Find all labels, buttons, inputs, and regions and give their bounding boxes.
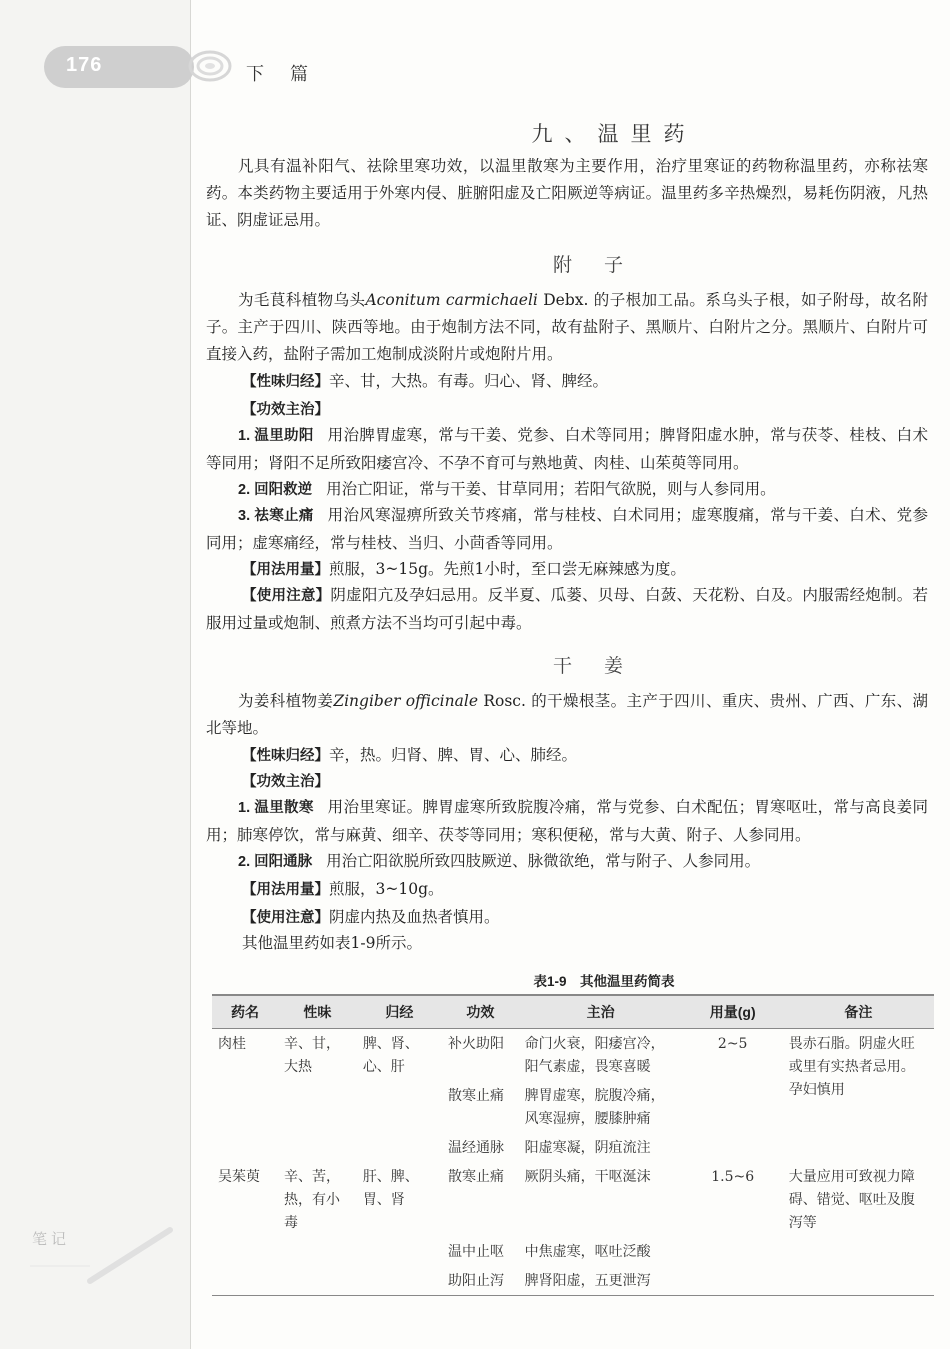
table-cell (683, 1081, 783, 1133)
page-margin (0, 0, 190, 1349)
table-cell (683, 1133, 783, 1162)
latin-name: Aconitum carmichaeli (365, 291, 538, 309)
page-number: 176 (66, 54, 103, 76)
effect-fuzi-2: 2. 回阳救逆 用治亡阳证，常与干姜、甘草同用；若阳气欲脱，则与人参同用。 (238, 480, 776, 498)
table-cell: 命门火衰，阳痿宫冷，阳气素虚，畏寒喜暖 (524, 1036, 665, 1075)
table-cell (212, 1133, 278, 1162)
table-cell (212, 1081, 278, 1133)
table-cell: 辛、苦，热，有小毒 (284, 1169, 341, 1231)
usage-fuzi: 【用法用量】煎服，3~15g。先煎1小时，至口尝无麻辣感为度。 (242, 560, 686, 578)
table-cell (357, 1237, 442, 1266)
drug-desc-fuzi: 为毛茛科植物乌头Aconitum carmichaeli Debx. 的子根加工品。系乌头子根，如子附母，故名附子。主产于四川、陕西等地。由于炮制方法不同，故有盐附子、黑顺片、白附片之分。黑顺片、白附片可直接入药，盐附子需加工炮制成淡附片或炮附片用。 (206, 291, 928, 363)
caution-ganjiang: 【使用注意】阴虚内热及血热者慎用。 (242, 908, 500, 926)
table-cell: 厥阴头痛，干呕涎沫 (524, 1169, 651, 1185)
table-cell (278, 1266, 357, 1296)
table-cell (278, 1133, 357, 1162)
table-cell: 温中止呕 (448, 1244, 504, 1260)
table-cell: 脾肾阳虚，五更泄泻 (519, 1266, 683, 1296)
table-cell: 助阳止泻 (442, 1266, 519, 1296)
table-cell (683, 1237, 783, 1266)
col-header: 归经 (357, 995, 442, 1029)
table-cell: 中焦虚寒，呕吐泛酸 (524, 1244, 651, 1260)
table-cell: 脾胃虚寒，脘腹冷痛，风寒湿痹，腰膝肿痛 (524, 1088, 665, 1127)
table-cell: 肉桂 (218, 1036, 246, 1052)
table-cell: 温经通脉 (448, 1140, 504, 1156)
table-cell (278, 1081, 357, 1133)
notes-label: 笔记 (32, 1230, 71, 1248)
table-cell: 吴茱萸 (218, 1169, 260, 1185)
table-row (212, 1029, 934, 1082)
col-header: 性味 (278, 995, 357, 1029)
swirl-ornament-icon (186, 42, 234, 90)
section-title: 九、温里药 (531, 122, 697, 146)
col-header: 药名 (212, 995, 278, 1029)
caution-fuzi: 【使用注意】阴虚阳亢及孕妇忌用。反半夏、瓜蒌、贝母、白蔹、天花粉、白及。内服需经炮制。若服用过量或炮制、煎煮方法不当均可引起中毒。 (206, 586, 929, 632)
drug-title-fuzi: 附子 (552, 254, 655, 276)
section-intro: 凡具有温补阳气、祛除里寒功效，以温里散寒为主要作用，治疗里寒证的药物称温里药，亦称祛寒药。本类药物主要适用于外寒内侵、脏腑阳虚及亡阳厥逆等病证。温里药多辛热燥烈，易耗伤阴液，凡热证、阴虚证忌用。 (206, 157, 928, 229)
table-cell: 散寒止痛 (448, 1169, 504, 1185)
table-cell: 大量应用可致视力障碍、错觉、呕吐及腹泻等 (783, 1162, 934, 1296)
table-cell (212, 1266, 278, 1296)
col-header: 备注 (783, 995, 934, 1029)
table-cell: 散寒止痛 (448, 1088, 504, 1104)
table-cell: 阳虚寒凝，阴疽流注 (524, 1140, 651, 1156)
part-label: 下篇 (246, 64, 334, 85)
margin-divider (190, 0, 191, 1349)
effect-ganjiang-2: 2. 回阳通脉 用治亡阳欲脱所致四肢厥逆、脉微欲绝，常与附子、人参同用。 (238, 852, 761, 870)
table-cell (278, 1237, 357, 1266)
herb-table (212, 994, 934, 1296)
table-cell: 畏赤石脂。阴虚火旺或里有实热者忌用。孕妇慎用 (788, 1036, 915, 1098)
table-cell: 补火助阳 (448, 1036, 504, 1052)
table-cell (357, 1133, 442, 1162)
col-header: 主治 (519, 995, 683, 1029)
table-cell (683, 1266, 783, 1296)
usage-ganjiang: 【用法用量】煎服，3~10g。 (242, 880, 444, 898)
table-header-row (212, 995, 934, 1029)
col-header: 功效 (442, 995, 519, 1029)
nature-ganjiang: 【性味归经】辛，热。归肾、脾、胃、心、肺经。 (242, 746, 578, 764)
table-cell (357, 1266, 442, 1296)
table-caption: 表1-9 其他温里药简表 (533, 974, 675, 989)
table-cell: 肝、脾、胃、肾 (362, 1169, 419, 1208)
nature-fuzi: 【性味归经】辛、甘，大热。有毒。归心、肾、脾经。 (242, 372, 609, 390)
effect-heading-ganjiang: 【功效主治】 (242, 774, 329, 790)
table-cell: 1.5~6 (711, 1169, 755, 1185)
effect-ganjiang-1: 1. 温里散寒 用治里寒证。脾胃虚寒所致脘腹冷痛，常与党参、白术配伍；胃寒呕吐，常与高良姜同用；肺寒停饮，常与麻黄、细辛、茯苓等同用；寒积便秘，常与大黄、附子、人参同用。 (206, 798, 928, 844)
table-cell (357, 1081, 442, 1133)
drug-title-ganjiang: 干姜 (552, 655, 655, 677)
table-cell: 脾、肾、心、肝 (362, 1036, 419, 1075)
table-cell: 2~5 (717, 1036, 748, 1052)
table-cell: 辛、甘，大热 (284, 1036, 341, 1075)
table-row (212, 1162, 934, 1237)
table-reference: 其他温里药如表1-9所示。 (242, 934, 422, 952)
effect-heading-fuzi: 【功效主治】 (242, 402, 329, 418)
drug-desc-ganjiang: 为姜科植物姜Zingiber officinale Rosc. 的干燥根茎。主产于四川、重庆、贵州、广西、广东、湖北等地。 (206, 692, 928, 737)
effect-fuzi-3: 3. 祛寒止痛 用治风寒湿痹所致关节疼痛，常与桂枝、白术同用；虚寒腹痛，常与干姜、白术、党参同用；虚寒痛经，常与桂枝、当归、小茴香等同用。 (206, 506, 928, 552)
table-cell (212, 1237, 278, 1266)
effect-fuzi-1: 1. 温里助阳 用治脾胃虚寒，常与干姜、党参、白术等同用；脾肾阳虚水肿，常与茯苓、桂枝、白术等同用；肾阳不足所致阳痿宫冷、不孕不育可与熟地黄、肉桂、山茱萸等同用。 (206, 426, 928, 472)
col-header: 用量(g) (683, 995, 783, 1029)
latin-name: Zingiber officinale (333, 692, 478, 710)
